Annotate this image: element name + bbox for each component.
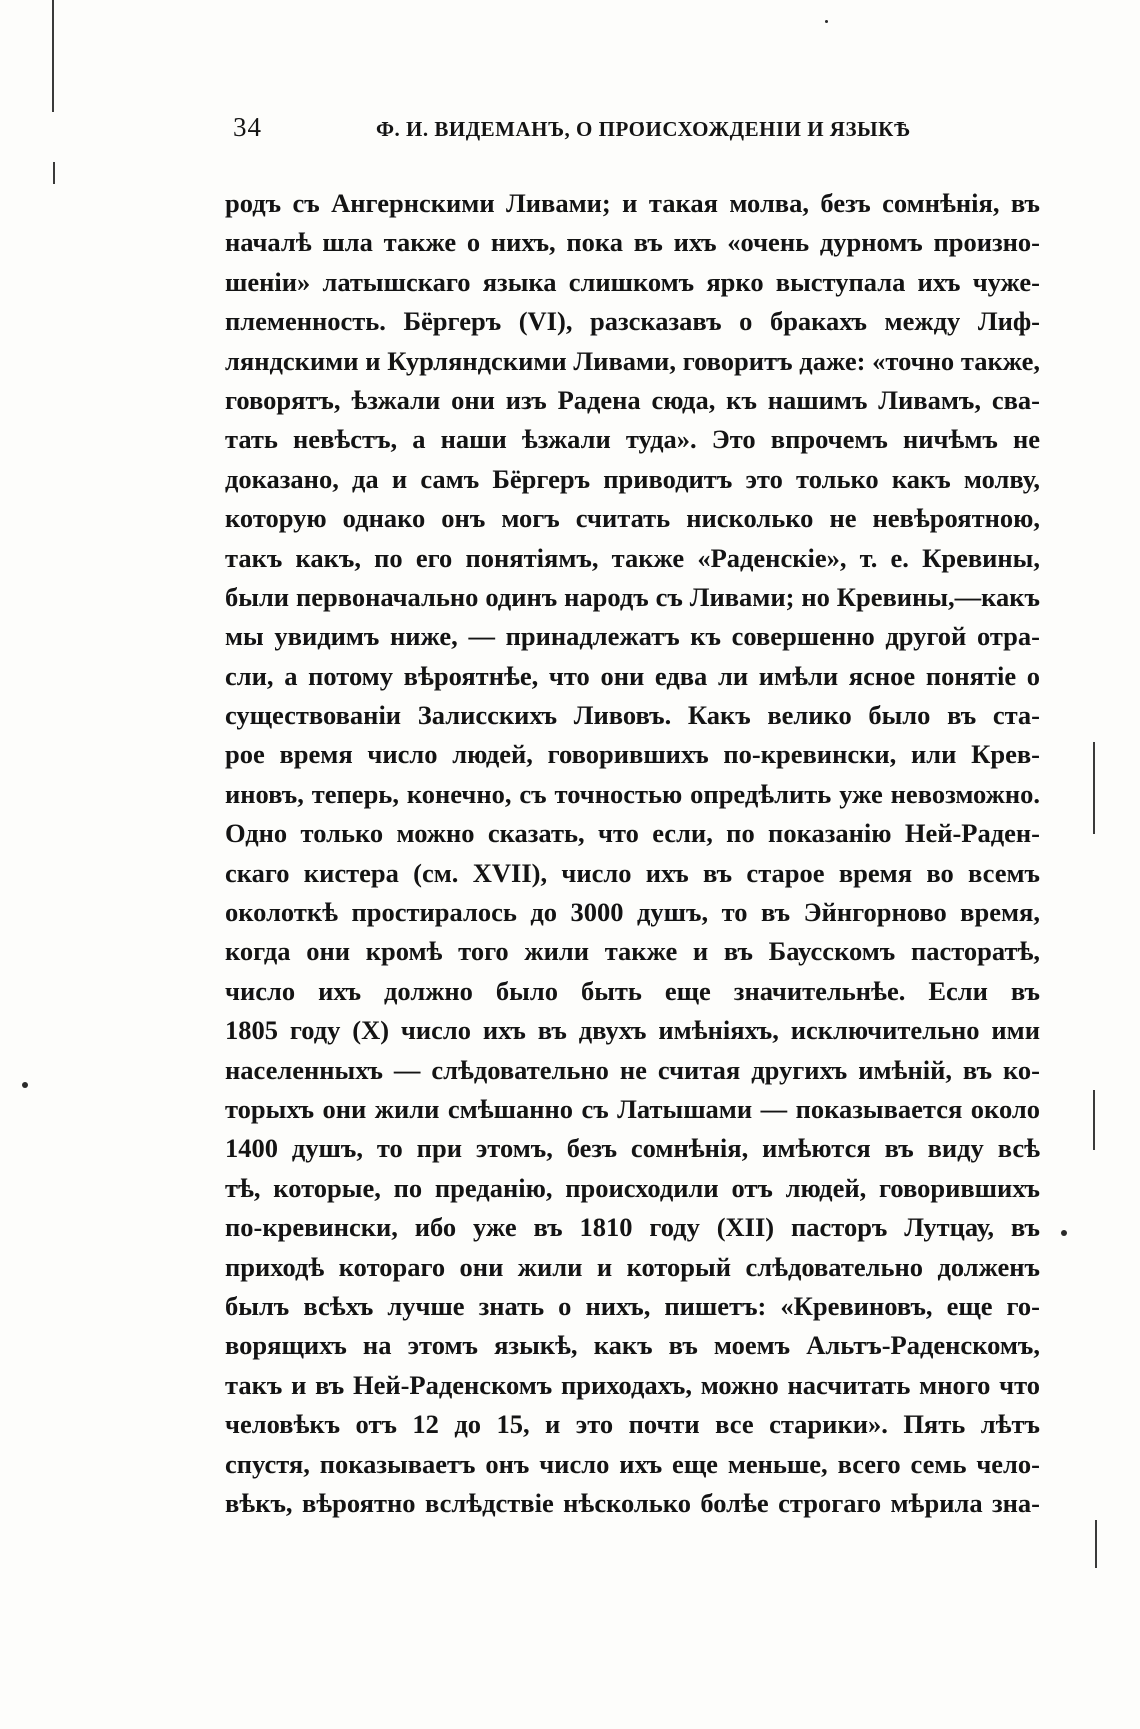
text-line: приходѣ котораго они жили и который слѣдовательно долженъ xyxy=(225,1251,1040,1282)
text-line: говорятъ, ѣзжали они изъ Радена сюда, къ нашимъ Ливамъ, сва- xyxy=(225,384,1040,415)
text-line: мы увидимъ ниже, — принадлежатъ къ совершенно другой отра- xyxy=(225,621,1040,652)
scan-speck xyxy=(825,20,828,23)
text-line: родъ съ Ангернскими Ливами; и такая молва, безъ сомнѣнія, въ xyxy=(225,188,1040,218)
running-head xyxy=(225,112,1040,152)
page-number: 34 xyxy=(233,112,262,142)
book-page xyxy=(225,112,1040,1523)
text-line: были первоначально одинъ народъ съ Ливами; но Кревины,—какъ xyxy=(225,581,1040,612)
text-line: торыхъ они жили смѣшанно съ Латышами — показывается около xyxy=(225,1093,1040,1124)
body-text xyxy=(225,184,1040,1523)
scan-edge-line xyxy=(1093,1090,1095,1150)
text-line: Одно только можно сказать, что если, по показанію Ней-Раден- xyxy=(225,818,1040,849)
text-line: ляндскими и Курляндскими Ливами, говоритъ даже: «точно также, xyxy=(225,345,1040,376)
scan-edge-line xyxy=(1095,1520,1097,1568)
scan-edge-tick xyxy=(53,162,55,184)
text-line: скаго кистера (см. XVII), число ихъ въ старое время во всемъ xyxy=(225,857,1040,888)
text-line: тать невѣстъ, а наши ѣзжали туда». Это впрочемъ ничѣмъ не xyxy=(225,424,1040,455)
text-line: число ихъ должно было быть еще значительнѣе. Если въ xyxy=(225,975,1040,1006)
running-title: Ф. И. ВИДЕМАНЪ, О ПРОИСХОЖДЕНІИ И ЯЗЫКѢ xyxy=(376,117,911,141)
text-line: такъ какъ, по его понятіямъ, также «Раденскіе», т. е. Кревины, xyxy=(225,542,1040,573)
text-line: 1400 душъ, то при этомъ, безъ сомнѣнія, имѣются въ виду всѣ xyxy=(225,1133,1040,1164)
text-line: по-кревински, ибо уже въ 1810 году (XII) пасторъ Лутцау, въ xyxy=(225,1212,1040,1243)
text-line: тѣ, которые, по преданію, происходили отъ людей, говорившихъ xyxy=(225,1172,1040,1203)
text-line: началѣ шла также о нихъ, пока въ ихъ «очень дурномъ произно- xyxy=(225,227,1040,258)
text-line: иновъ, теперь, конечно, съ точностью опредѣлить уже невозможно. xyxy=(225,778,1040,809)
text-line: околоткѣ простиралось до 3000 душъ, то въ Эйнгорново время, xyxy=(225,897,1040,928)
text-line: шеніи» латышскаго языка слишкомъ ярко выступала ихъ чуже- xyxy=(225,266,1040,297)
text-line: племенность. Бёргеръ (VI), разсказавъ о бракахъ между Лиф- xyxy=(225,306,1040,337)
text-line: существованіи Залисскихъ Ливовъ. Какъ велико было въ ста- xyxy=(225,700,1040,731)
scan-speck xyxy=(1061,1230,1067,1236)
text-line: такъ и въ Ней-Раденскомъ приходахъ, можно насчитать много что xyxy=(225,1369,1040,1400)
text-line: рое время число людей, говорившихъ по-кревински, или Крев- xyxy=(225,739,1040,770)
text-line: сли, а потому вѣроятнѣе, что они едва ли имѣли ясное понятіе о xyxy=(225,660,1040,691)
text-line: былъ всѣхъ лучше знать о нихъ, пишетъ: «Кревиновъ, еще го- xyxy=(225,1290,1040,1321)
scan-edge-line xyxy=(1093,742,1095,834)
text-line: 1805 году (X) число ихъ въ двухъ имѣніяхъ, исключительно ими xyxy=(225,1015,1040,1046)
scan-speck xyxy=(22,1082,28,1088)
scan-edge-line xyxy=(52,0,54,112)
text-line: человѣкъ отъ 12 до 15, и это почти все старики». Пять лѣтъ xyxy=(225,1409,1040,1440)
text-line: населенныхъ — слѣдовательно не считая другихъ имѣній, въ ко- xyxy=(225,1054,1040,1085)
text-line: вѣкъ, вѣроятно вслѣдствіе нѣсколько болѣе строгаго мѣрила зна- xyxy=(225,1487,1040,1518)
text-line: когда они кромѣ того жили также и въ Баусскомъ пасторатѣ, xyxy=(225,936,1040,967)
text-line: доказано, да и самъ Бёргеръ приводитъ это только какъ молву, xyxy=(225,463,1040,494)
text-line: спустя, показываетъ онъ число ихъ еще меньше, всего семь чело- xyxy=(225,1448,1040,1479)
text-line: которую однако онъ могъ считать нисколько не невѣроятною, xyxy=(225,503,1040,534)
text-line: ворящихъ на этомъ языкѣ, какъ въ моемъ Альтъ-Раденскомъ, xyxy=(225,1330,1040,1361)
